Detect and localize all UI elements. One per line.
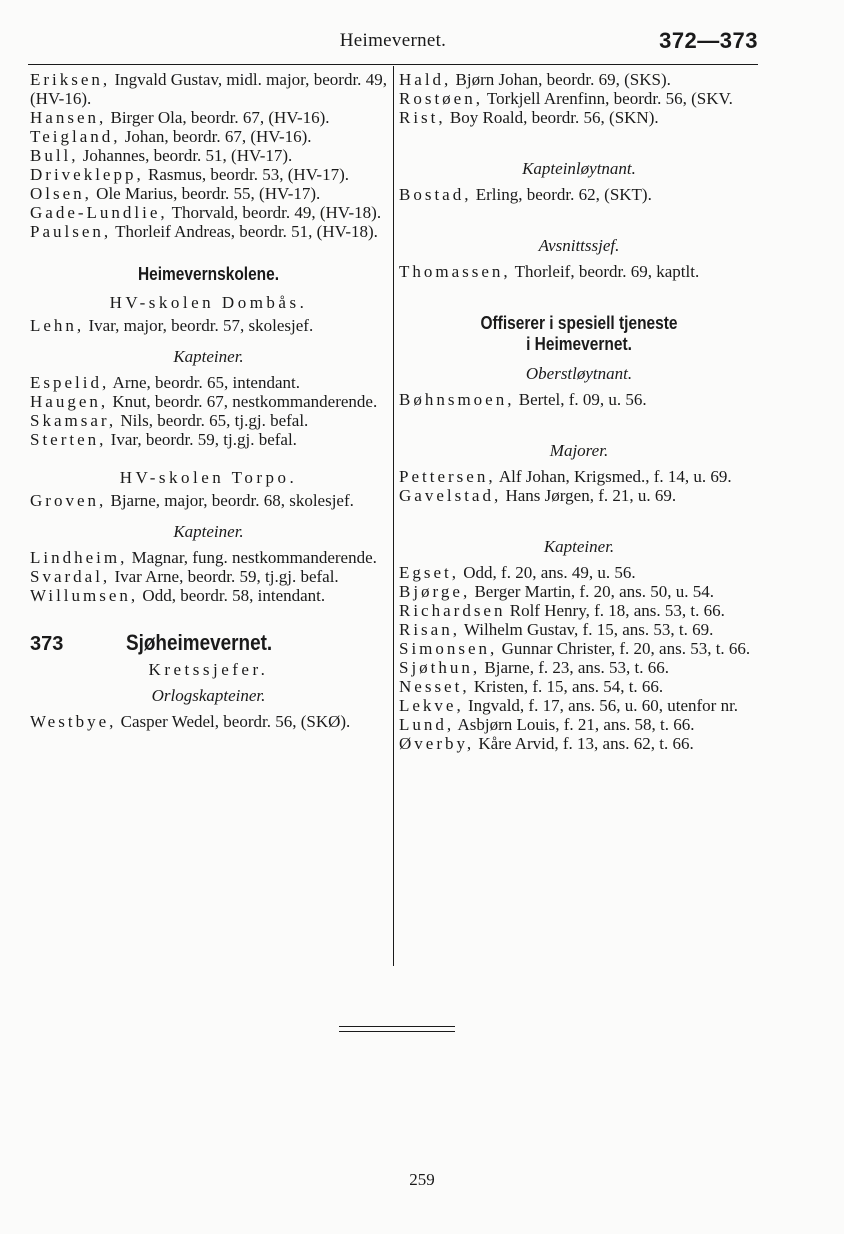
rank-heading: Orlogskapteiner. xyxy=(151,686,266,705)
list-item: Haugen, Knut, beordr. 67, nestkommanderende. xyxy=(30,392,378,411)
rank-heading: Avsnittssjef. xyxy=(538,236,620,255)
list-item: Bull, Johannes, beordr. 51, (HV-17). xyxy=(30,146,293,165)
list-item: Thomassen, Thorleif, beordr. 69, kaptlt. xyxy=(399,262,700,281)
section-header xyxy=(30,630,387,655)
list-item: Lindheim, Magnar, fung. nestkommanderende. xyxy=(30,548,377,567)
list-item: Skamsar, Nils, beordr. 65, tj.gj. befal. xyxy=(30,411,309,430)
page-number: 259 xyxy=(409,1170,435,1189)
list-item: Bøhnsmoen, Bertel, f. 09, u. 56. xyxy=(399,390,647,409)
running-title: Heimevernet. xyxy=(339,30,447,51)
torpo-school-title: HV-skolen Torpo. xyxy=(119,468,298,487)
rank-heading: Kapteiner. xyxy=(173,347,244,366)
list-item: Risan, Wilhelm Gustav, f. 15, ans. 53, t. 69. xyxy=(399,620,714,639)
hv-officer-list xyxy=(30,70,387,241)
section-number: 373 xyxy=(30,633,64,655)
dombas-chief: Lehn, Ivar, major, beordr. 57, skolesjef. xyxy=(30,316,314,335)
rank-heading: Oberstløytnant. xyxy=(525,364,633,383)
list-item: Sterten, Ivar, beordr. 59, tj.gj. befal. xyxy=(30,430,297,449)
list-item: Westbye, Casper Wedel, beordr. 56, (SKØ). xyxy=(30,712,351,731)
list-item: Gavelstad, Hans Jørgen, f. 21, u. 69. xyxy=(399,486,677,505)
list-item: Øverby, Kåre Arvid, f. 13, ans. 62, t. 66. xyxy=(399,734,694,753)
page-header xyxy=(28,28,758,65)
list-item: Gade-Lundlie, Thorvald, beordr. 49, (HV-18). xyxy=(30,203,382,222)
list-item: Teigland, Johan, beordr. 67, (HV-16). xyxy=(30,127,312,146)
schools-heading: Heimevernskolene. xyxy=(137,264,280,284)
list-item: Espelid, Arne, beordr. 65, intendant. xyxy=(30,373,300,392)
majors-list xyxy=(399,467,759,505)
list-item: Bostad, Erling, beordr. 62, (SKT). xyxy=(399,185,652,204)
left-column xyxy=(30,70,387,731)
rank-heading: Kapteiner. xyxy=(173,522,244,541)
list-item: Paulsen, Thorleif Andreas, beordr. 51, (HV-18). xyxy=(30,222,378,241)
list-item: Svardal, Ivar Arne, beordr. 59, tj.gj. befal. xyxy=(30,567,339,586)
end-rule xyxy=(339,1031,455,1032)
list-item: Hald, Bjørn Johan, beordr. 69, (SKS). xyxy=(399,70,671,89)
kretssjefer-heading: Kretssjefer. xyxy=(148,660,269,679)
dombas-school-title: HV-skolen Dombås. xyxy=(109,293,308,312)
right-column xyxy=(399,70,759,753)
list-item: Egset, Odd, f. 20, ans. 49, u. 56. xyxy=(399,563,636,582)
torpo-captains xyxy=(30,548,387,605)
list-item: Sjøthun, Bjarne, f. 23, ans. 53, t. 66. xyxy=(399,658,670,677)
end-rule xyxy=(339,1026,455,1027)
list-item: Eriksen, Ingvald Gustav, midl. major, beordr. 49, (HV-16). xyxy=(30,70,387,108)
list-item: Olsen, Ole Marius, beordr. 55, (HV-17). xyxy=(30,184,321,203)
torpo-chief: Groven, Bjarne, major, beordr. 68, skolesjef. xyxy=(30,491,354,510)
column-divider xyxy=(393,66,394,966)
list-item: Driveklepp, Rasmus, beordr. 53, (HV-17). xyxy=(30,165,349,184)
special-service-heading: Offiserer i spesiell tjeneste i Heimevernet. xyxy=(480,313,678,354)
captains-list xyxy=(399,563,759,753)
list-item: Lund, Asbjørn Louis, f. 21, ans. 58, t. 66. xyxy=(399,715,695,734)
rank-heading: Majorer. xyxy=(549,441,609,460)
list-item: Rostøen, Torkjell Arenfinn, beordr. 56, (SKV. xyxy=(399,89,733,108)
list-item: Pettersen, Alf Johan, Krigsmed., f. 14, u. 69. xyxy=(399,467,732,486)
dombas-captains xyxy=(30,373,387,449)
list-item: Simonsen, Gunnar Christer, f. 20, ans. 53, t. 66. xyxy=(399,639,751,658)
list-item: Hansen, Birger Ola, beordr. 67, (HV-16). xyxy=(30,108,330,127)
section-title: Sjøheimevernet. xyxy=(126,630,273,655)
list-item: Richardsen Rolf Henry, f. 18, ans. 53, t. 66. xyxy=(399,601,725,620)
list-item: Willumsen, Odd, beordr. 58, intendant. xyxy=(30,586,326,605)
list-item: Bjørge, Berger Martin, f. 20, ans. 50, u. 54. xyxy=(399,582,715,601)
rank-heading: Kapteinløytnant. xyxy=(522,159,636,178)
list-item: Lekve, Ingvald, f. 17, ans. 56, u. 60, utenfor nr. xyxy=(399,696,739,715)
section-range: 372—373 xyxy=(659,28,758,53)
rank-heading: Kapteiner. xyxy=(543,537,615,556)
list-item: Nesset, Kristen, f. 15, ans. 54, t. 66. xyxy=(399,677,664,696)
list-item: Rist, Boy Roald, beordr. 56, (SKN). xyxy=(399,108,659,127)
